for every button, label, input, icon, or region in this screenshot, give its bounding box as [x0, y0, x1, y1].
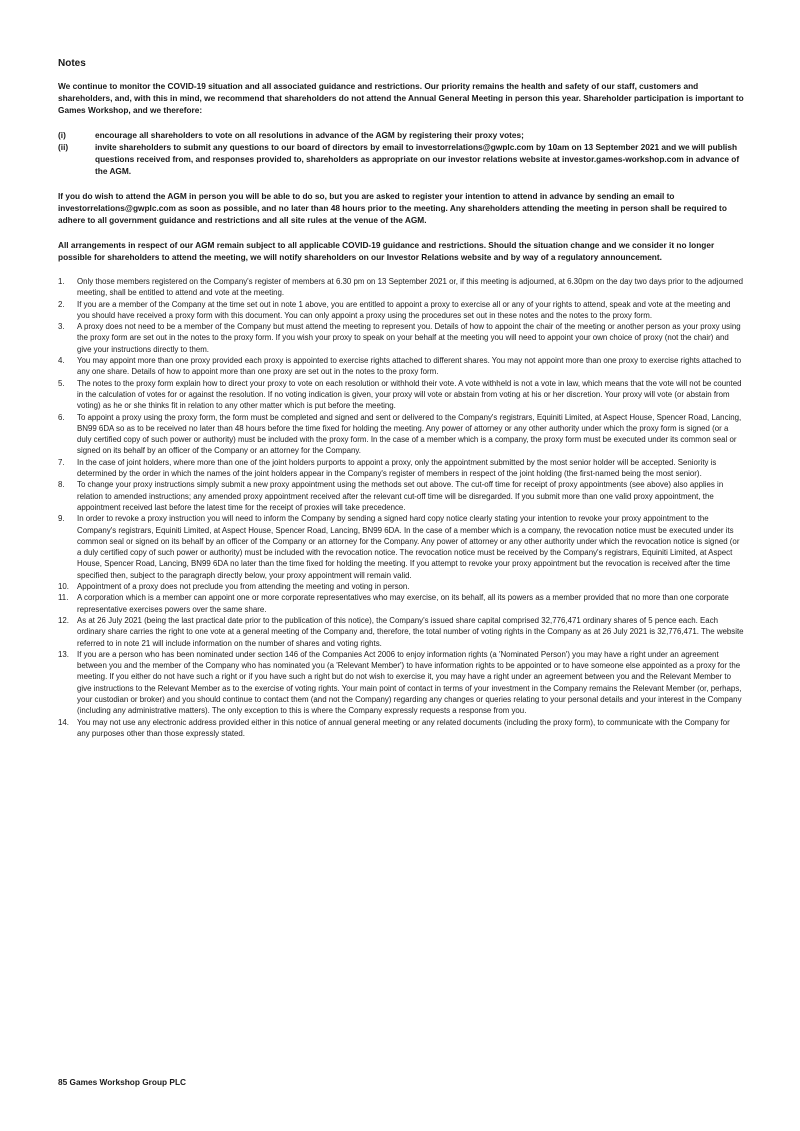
- note-item: [58, 717, 744, 740]
- note-item: [58, 378, 744, 412]
- roman-numeral: (ii): [58, 142, 69, 152]
- attend-agm-paragraph: If you do wish to attend the AGM in person you will be able to do so, but you are asked to register your intention to attend in advance by sending an email to investorrelations@gwplc.com as soon as possible, and no later than 48 hours prior to the meeting. Any shareholders attending the meeting in person shall be required to adhere to all government guidance and restrictions and all site rules at the venue of the AGM.: [58, 191, 727, 225]
- roman-list-item: [58, 141, 744, 177]
- note-item: [58, 615, 744, 649]
- roman-numeral: (i): [58, 130, 66, 140]
- note-number: 7.: [58, 457, 65, 467]
- roman-list-item: [58, 129, 744, 141]
- note-number: 10.: [58, 582, 69, 592]
- note-item: [58, 355, 744, 378]
- note-item: [58, 299, 744, 322]
- note-number: 6.: [58, 412, 65, 422]
- note-text: A corporation which is a member can appoint one or more corporate representatives who may exercise, on its behalf, all its powers as a member provided that no more than one corporate representative exercises powers over the same share.: [77, 593, 729, 614]
- note-text: Appointment of a proxy does not preclude you from attending the meeting and voting in person.: [77, 582, 410, 592]
- note-number: 12.: [58, 615, 69, 625]
- roman-list: [58, 129, 744, 177]
- note-number: 3.: [58, 322, 65, 332]
- note-number: 14.: [58, 717, 69, 727]
- note-item: [58, 457, 744, 480]
- note-number: 1.: [58, 277, 65, 286]
- document-page: [58, 58, 744, 739]
- note-item: [58, 479, 744, 513]
- note-item: [58, 321, 744, 355]
- note-text: You may not use any electronic address provided either in this notice of annual general meeting or any related documents (including the proxy form), to communicate with the Company for any purposes other than those expressly stated.: [77, 717, 730, 738]
- note-text: If you are a person who has been nominated under section 146 of the Companies Act 2006 to enjoy information rights (a 'Nominated Person') you may have a right under an agreement between you and the member of the Company who has nominated you (a 'Relevant Member') to have information rights to be appointed or to have someone else appointed as a proxy for the meeting. If you either do not have such a right or if you have such a right but do not wish to exercise it, you may have a right under an agreement between you and the Relevant Member to give instructions to the Relevant Member as to the exercise of voting rights. Your main point of contact in terms of your investment in the Company remains the Relevant Member (or, perhaps, your custodian or broker) and you should continue to contact them (and not the Company) regarding any changes or queries relating to your personal details and your interest in the Company (including any administrative matters). The only exception to this is where the Company expressly requests a response from you.: [77, 649, 742, 716]
- note-text: To appoint a proxy using the proxy form, the form must be completed and signed and sent or delivered to the Company's registrars, Equiniti Limited, at Aspect House, Spencer Road, Lancing, BN99 6DA so as to be received no later than 48 hours before the time fixed for holding the meeting. Any power of attorney or any other authority under which the proxy form is signed (or a duly certified copy of such power or authority) must be included with the proxy form. In the case of a member which is a company, the proxy form must be executed under its common seal or signed on its behalf by an officer of the Company or an attorney for the Company.: [77, 412, 742, 456]
- note-number: 4.: [58, 356, 65, 366]
- page-title: Notes: [58, 58, 86, 69]
- note-text: As at 26 July 2021 (being the last practical date prior to the publication of this notice), the Company's issued share capital comprised 32,776,471 ordinary shares of 5 pence each. Each ordinary share carries the right to one vote at a general meeting of the Company and, therefore, the total number of voting rights in the Company as at 26 July 2021 is 32,776,471. The website referred to in note 21 will include information on the number of shares and voting rights.: [77, 615, 744, 648]
- note-item: [58, 412, 744, 457]
- note-number: 9.: [58, 514, 65, 524]
- note-item: [58, 581, 744, 592]
- note-text: In the case of joint holders, where more than one of the joint holders purports to appoint a proxy, only the appointment submitted by the most senior holder will be accepted. Seniority is determined by the order in which the names of the joint holders appear in the Company's register of members in respect of the joint holding (the first-named being the most senior).: [77, 457, 717, 479]
- note-number: 2.: [58, 299, 65, 309]
- note-item: [58, 513, 744, 581]
- note-item: [58, 276, 744, 299]
- note-text: You may appoint more than one proxy provided each proxy is appointed to exercise rights attached to different shares. You may not appoint more than one proxy to exercise rights attached to any one share. Details of how to appoint more than one proxy are set out in the notes to the proxy form.: [77, 356, 742, 377]
- note-number: 11.: [58, 593, 69, 603]
- roman-item-text: invite shareholders to submit any questions to our board of directors by email to investorrelations@gwplc.com by 10am on 13 September 2021 and we will publish questions received from, and responses provided to, shareholders as appropriate on our investor relations website at investor.games-workshop.com in advance of the AGM.: [95, 142, 740, 176]
- note-text: The notes to the proxy form explain how to direct your proxy to vote on each resolution or withhold their vote. A vote withheld is not a vote in law, which means that the vote will not be counted in the calculation of votes for or against the resolution. If no voting indication is given, your proxy will vote or abstain from voting at his or her discretion. Your proxy will vote (or abstain from voting) as he or she thinks fit in relation to any other matter which is put before the meeting.: [77, 378, 742, 411]
- note-number: 13.: [58, 649, 69, 659]
- covid-intro-paragraph: We continue to monitor the COVID-19 situation and all associated guidance and restrictions. Our priority remains the health and safety of our staff, customers and shareholders, and, with this in mind, we recommend that shareholders do not attend the Annual General Meeting in person this year. Shareholder participation is important to Games Workshop, and we therefore:: [58, 81, 744, 115]
- note-text: If you are a member of the Company at the time set out in note 1 above, you are entitled to appoint a proxy to exercise all or any of your rights to attend, speak and vote at the meeting and you should have received a proxy form with this document. You can only appoint a proxy using the procedures set out in these notes and the notes to the proxy form.: [77, 299, 731, 320]
- note-item: [58, 649, 744, 717]
- note-number: 8.: [58, 480, 65, 490]
- note-text: To change your proxy instructions simply submit a new proxy appointment using the methods set out above. The cut-off time for receipt of proxy appointments (see above) also applies in relation to amended instructions; any amended proxy appointment received after the relevant cut-off time will be disregarded. If you submit more than one valid proxy appointment, the appointment received last before the latest time for the receipt of proxies will take precedence.: [77, 480, 724, 512]
- page-footer: 85 Games Workshop Group PLC: [58, 1077, 187, 1087]
- numbered-notes-list: [58, 276, 744, 739]
- note-number: 5.: [58, 378, 65, 388]
- note-item: [58, 592, 744, 615]
- note-text: In order to revoke a proxy instruction you will need to inform the Company by sending a signed hard copy notice clearly stating your intention to revoke your proxy appointment to the Company's registrars, Equiniti Limited, at Aspect House, Spencer Road, Lancing, BN99 6DA. In the case of a member which is a company, the revocation notice must be executed under its common seal or signed on its behalf by an officer of the Company or an attorney for the Company. Any power of attorney or any other authority under which the revocation notice is signed (or a duly certified copy of such power or authority) must be included with the revocation notice. The revocation notice must be received by the Company's registrars, Equiniti Limited, at Aspect House, Spencer Road, Lancing, BN99 6DA no later than the time fixed for holding the meeting. If you attempt to revoke your proxy appointment but the revocation is received after the time specified then, subject to the paragraph directly below, your proxy appointment will remain valid.: [77, 514, 740, 580]
- roman-item-text: encourage all shareholders to vote on all resolutions in advance of the AGM by registering their proxy votes;: [95, 130, 524, 140]
- note-text: A proxy does not need to be a member of the Company but must attend the meeting to represent you. Details of how to appoint the chair of the meeting or another person as your proxy using the proxy form are set out in the notes to the proxy form. If you wish your proxy to speak on your behalf at the meeting you will need to appoint your own choice of proxy (not the chair) and give your instructions directly to them.: [77, 322, 741, 354]
- arrangements-paragraph: All arrangements in respect of our AGM remain subject to all applicable COVID-19 guidance and restrictions. Should the situation change and we consider it no longer possible for shareholders to attend the meeting, we will notify shareholders on our Investor Relations website and by way of a regulatory announcement.: [58, 240, 715, 262]
- note-text: Only those members registered on the Company's register of members at 6.30 pm on 13 September 2021 or, if this meeting is adjourned, at 6.30pm on the day two days prior to the adjourned meeting, shall be entitled to attend and vote at the meeting.: [77, 277, 743, 298]
